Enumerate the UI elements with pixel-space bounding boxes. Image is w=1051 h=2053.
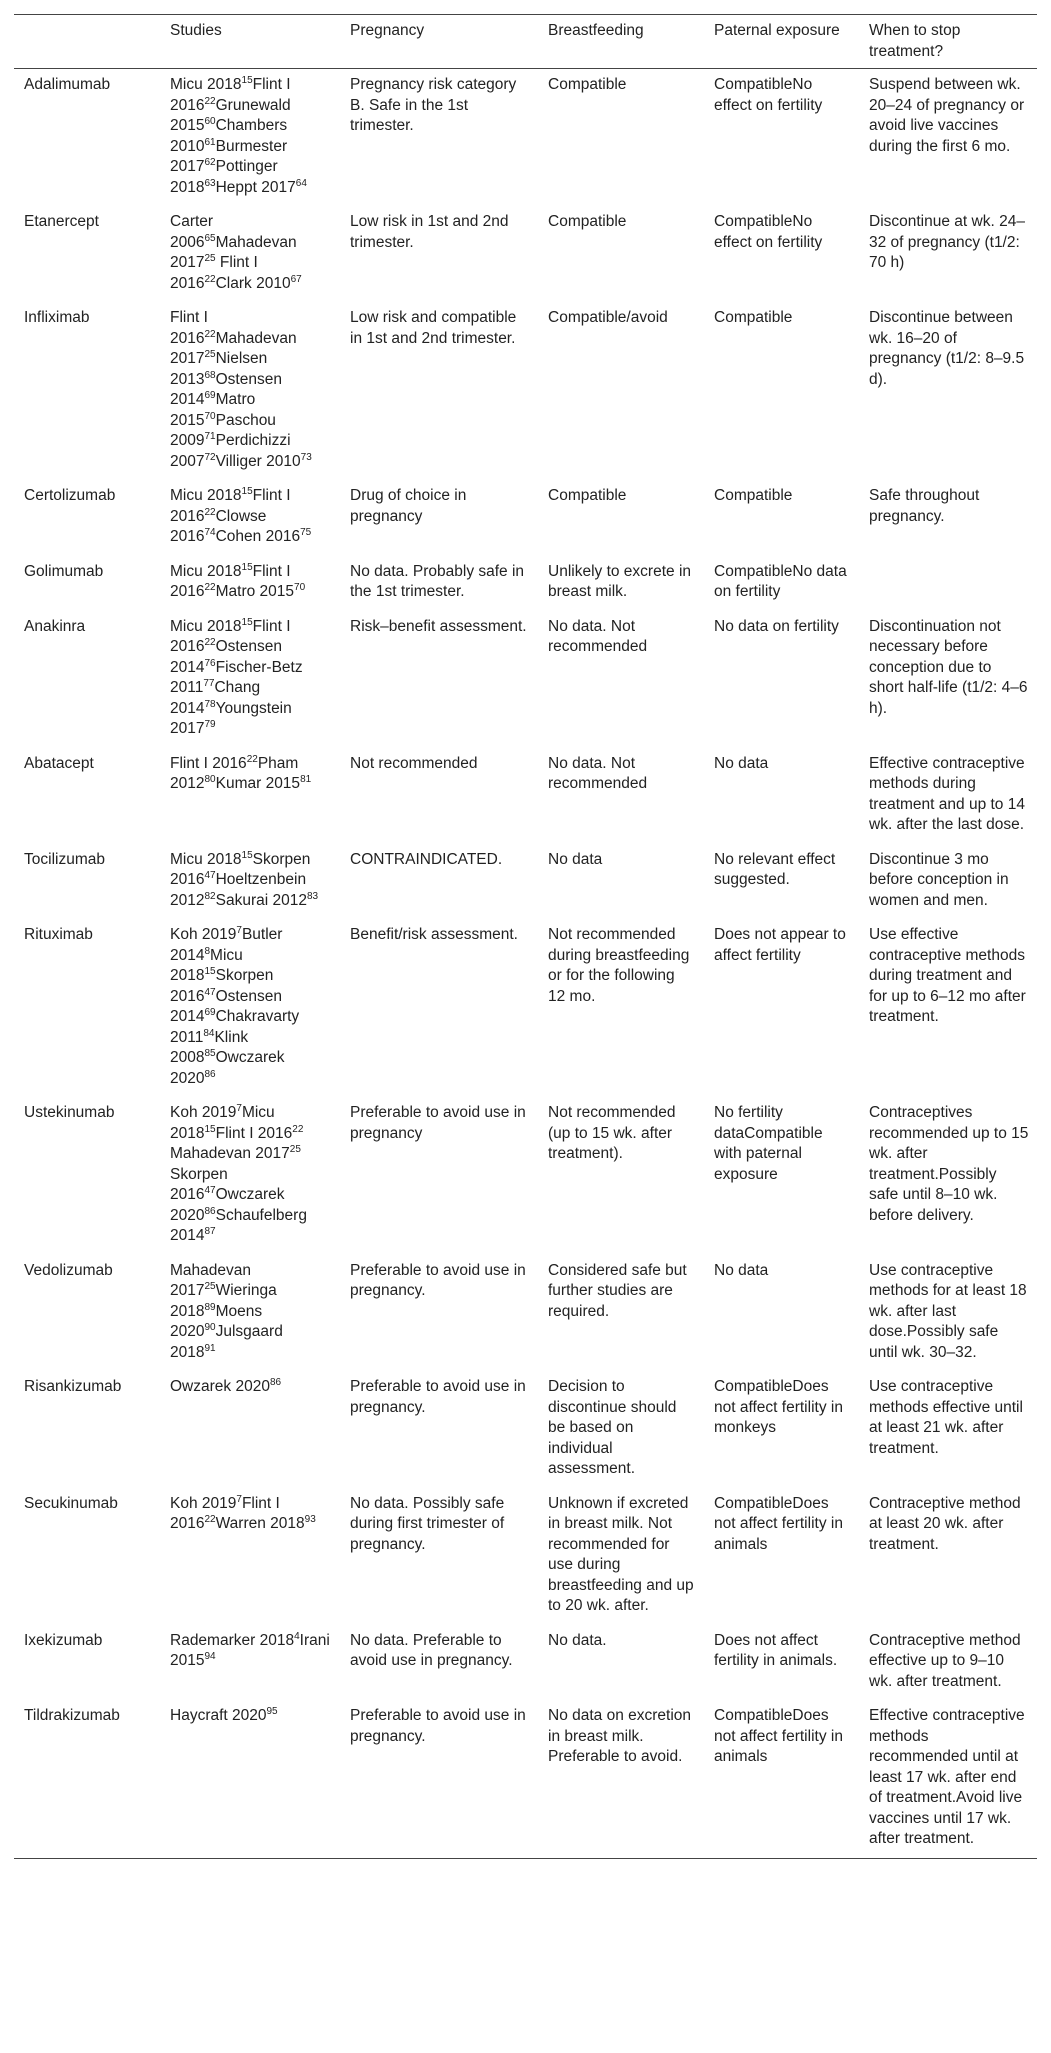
when-to-stop-cell: Contraceptive method effective up to 9–10 wk. after treatment. [869,1631,1021,1690]
breastfeeding-cell: No data. [548,1631,607,1649]
reference-number: 15 [204,965,216,977]
reference-number: 83 [306,890,319,902]
table-row [14,1700,1037,1858]
paternal-exposure-cell: Does not affect fertility in animals. [714,1631,838,1669]
table-row [14,69,1037,207]
reference-number: 72 [204,451,216,463]
drug-name-cell: Risankizumab [24,1378,122,1395]
paternal-exposure-cell: CompatibleNo data on fertility [714,562,847,600]
reference-number: 65 [204,232,216,244]
reference-number: 47 [204,1184,216,1196]
breastfeeding-cell: Considered safe but further studies are required. [548,1261,687,1320]
studies-cell: Rademarker 2018$^4$Irani 2015$^{94}$ [170,1630,330,1669]
paternal-exposure-cell: Compatible [714,487,793,504]
reference-number: 22 [204,328,216,340]
reference-number: 25 [289,1143,301,1155]
reference-number: 22 [204,581,216,593]
breastfeeding-cell: Compatible [548,213,627,230]
reference-number: 15 [241,616,253,628]
reference-number: 62 [204,156,216,168]
paternal-exposure-cell: CompatibleNo effect on fertility [714,213,823,251]
reference-number: 94 [204,1650,216,1662]
table-row [14,556,1037,611]
when-to-stop-cell: Use effective contraceptive methods during treatment and for up to 6–12 mo after treatment. [869,926,1026,1025]
pregnancy-cell: Preferable to avoid use in pregnancy [350,1104,526,1142]
reference-number: 90 [204,1321,216,1333]
when-to-stop-cell: Use contraceptive methods for at least 18 wk. after last dose.Possibly safe until wk. 30–32. [869,1261,1027,1361]
reference-number: 69 [204,1006,216,1018]
pregnancy-cell: Preferable to avoid use in pregnancy. [350,1261,526,1299]
drug-name-cell: Ustekinumab [24,1104,115,1121]
pregnancy-cell: Low risk in 1st and 2nd trimester. [350,213,509,251]
pregnancy-cell: Not recommended [350,754,478,772]
reference-number: 22 [204,506,216,518]
paternal-exposure-cell: No data [714,754,769,772]
table-row [14,748,1037,844]
table-row [14,302,1037,480]
pregnancy-cell: Preferable to avoid use in pregnancy. [350,1378,526,1416]
reference-number: 76 [204,657,216,669]
header-breastfeeding: Breastfeeding [538,15,704,69]
reference-number: 7 [236,1102,242,1114]
reference-number: 61 [204,136,216,148]
paternal-exposure-cell: CompatibleDoes not affect fertility in animals [714,1494,843,1553]
paternal-exposure-cell: CompatibleNo effect on fertility [714,76,823,114]
reference-number: 47 [204,869,216,881]
reference-number: 74 [204,526,216,538]
when-to-stop-cell: Suspend between wk. 20–24 of pregnancy or avoid live vaccines during the first 6 mo. [869,76,1025,155]
breastfeeding-cell: Compatible [548,487,627,504]
breastfeeding-cell: Decision to discontinue should be based on individual assessment. [548,1378,677,1477]
reference-number: 86 [269,1376,282,1388]
paternal-exposure-cell: Does not appear to affect fertility [714,926,846,964]
drug-name-cell: Certolizumab [24,487,116,504]
when-to-stop-cell: Discontinue 3 mo before conception in women and men. [869,850,1009,909]
studies-cell: Micu 2018$^{15}$Flint I 2016$^{22}$Ostensen 2014$^{76}$Fischer-Betz 2011$^{77}$Chang 2014$^{78}$Youngstein 2017$^{79}$ [170,616,303,737]
header-row [14,15,1037,69]
table-row [14,480,1037,556]
when-to-stop-cell: Use contraceptive methods effective until at least 21 wk. after treatment. [869,1378,1023,1457]
drug-name-cell: Etanercept [24,213,99,230]
reference-number: 64 [295,177,307,189]
table-row [14,206,1037,302]
reference-number: 15 [241,74,253,86]
reference-number: 87 [204,1225,216,1237]
drug-name-cell: Rituximab [24,926,93,943]
reference-number: 15 [241,849,253,861]
reference-number: 63 [204,177,216,189]
reference-number: 7 [236,1493,242,1505]
breastfeeding-cell: No data. Not recommended [548,617,648,655]
reference-number: 15 [241,561,253,573]
drug-name-cell: Golimumab [24,562,104,580]
studies-cell: Micu 2018$^{15}$Flint I 2016$^{22}$Matro 2015$^{70}$ [170,561,306,600]
reference-number: 82 [204,890,216,902]
studies-cell: Flint I 2016$^{22}$Pham 2012$^{80}$Kumar 2015$^{81}$ [170,753,312,792]
reference-number: 86 [204,1068,216,1080]
studies-cell: Koh 2019$^7$Flint I 2016$^{22}$Warren 2018$^{93}$ [170,1493,316,1532]
studies-cell: Flint I 2016$^{22}$Mahadevan 2017$^{25}$Nielsen 2013$^{68}$Ostensen 2014$^{69}$Matro 2015$^{70}$Paschou 2009$^{71}$Perdichizzi 2007$^{72}$Villiger 2010$^{73}$ [170,309,312,470]
studies-cell: Owzarek 2020$^{86}$ [170,1376,282,1395]
reference-number: 22 [292,1123,304,1135]
reference-number: 79 [204,718,216,730]
table-row [14,1625,1037,1701]
breastfeeding-cell: No data [548,850,603,868]
header-pregnancy: Pregnancy [340,15,538,69]
when-to-stop-cell: Contraceptive method at least 20 wk. after treatment. [869,1494,1021,1553]
reference-number: 22 [204,636,216,648]
reference-number: 95 [266,1705,278,1717]
table-row [14,919,1037,1097]
reference-number: 81 [300,773,312,785]
drug-name-cell: Abatacept [24,754,94,772]
reference-number: 22 [246,753,258,765]
paternal-exposure-cell: No relevant effect suggested. [714,850,836,888]
reference-number: 67 [290,273,302,285]
pregnancy-cell: CONTRAINDICATED. [350,850,503,868]
reference-number: 77 [203,677,215,689]
pregnancy-cell: Benefit/risk assessment. [350,926,518,943]
reference-number: 91 [204,1342,216,1354]
reference-number: 4 [294,1630,300,1642]
reference-number: 15 [204,1123,216,1135]
table-row [14,1255,1037,1372]
drug-name-cell: Adalimumab [24,76,111,93]
breastfeeding-cell: Compatible [548,76,627,93]
when-to-stop-cell: Effective contraceptive methods recommended until at least 17 wk. after end of treatment.Avoid live vaccines until 17 wk. after treatment. [859,1700,1037,1858]
reference-number: 71 [204,430,216,442]
reference-number: 84 [203,1027,215,1039]
reference-number: 70 [294,581,306,593]
reference-number: 75 [300,526,312,538]
paternal-exposure-cell: No data on fertility [714,617,839,635]
drug-name-cell: Tildrakizumab [14,1700,160,1858]
when-to-stop-cell: Discontinue at wk. 24–32 of pregnancy (t1/2: 70 h) [869,213,1025,271]
reference-number: 73 [300,451,312,463]
pregnancy-cell: No data. Possibly safe during first trimester of pregnancy. [350,1494,505,1553]
when-to-stop-cell: Contraceptives recommended up to 15 wk. after treatment.Possibly safe until 8–10 wk. before delivery. [869,1104,1029,1224]
drug-name-cell: Anakinra [24,617,86,635]
studies-cell: Carter 2006$^{65}$Mahadevan 2017$^{25}$ Flint I 2016$^{22}$Clark 2010$^{67}$ [170,213,302,292]
pregnancy-cell: Risk–benefit assessment. [350,617,527,635]
studies-cell: Koh 2019$^7$Micu 2018$^{15}$Flint I 2016$^{22}$ Mahadevan 2017$^{25}$ Skorpen 2016$^{47}$Owczarek 2020$^{86}$Schaufelberg 2014$^{87}$ [170,1102,307,1244]
reference-number: 25 [204,1280,216,1292]
paternal-exposure-cell: No data [714,1261,769,1279]
reference-number: 47 [204,986,216,998]
reference-number: 70 [204,410,216,422]
when-to-stop-cell: Discontinue between wk. 16–20 of pregnancy (t1/2: 8–9.5 d). [869,309,1025,388]
table-row [14,844,1037,920]
header-studies: Studies [160,15,340,69]
drug-name-cell: Infliximab [24,309,90,326]
reference-number: 68 [204,369,216,381]
table-body [14,69,1037,1859]
drug-safety-table [14,14,1037,1859]
pregnancy-cell: Preferable to avoid use in pregnancy. [340,1700,538,1858]
studies-cell: Koh 2019$^7$Butler 2014$^8$Micu 2018$^{15}$Skorpen 2016$^{47}$Ostensen 2014$^{69}$Chakravarty 2011$^{84}$Klink 2008$^{85}$Owczarek 2020$^{86}$ [170,924,300,1087]
breastfeeding-cell: No data. Not recommended [548,754,648,792]
pregnancy-cell: Drug of choice in pregnancy [350,487,467,525]
reference-number: 60 [204,115,216,127]
pregnancy-cell: No data. Probably safe in the 1st trimester. [350,562,525,600]
when-to-stop-cell: Effective contraceptive methods during treatment and up to 14 wk. after the last dose. [869,754,1025,833]
pregnancy-cell: Low risk and compatible in 1st and 2nd trimester. [350,309,517,347]
header-when-to-stop: When to stop treatment? [859,15,1037,69]
breastfeeding-cell: Not recommended during breastfeeding or for the following 12 mo. [548,926,690,1005]
when-to-stop-cell: Discontinuation not necessary before conception due to short half-life (t1/2: 4–6 h). [869,617,1028,717]
drug-name-cell: Tocilizumab [24,850,105,868]
studies-cell: Haycraft 2020$^{95}$ [160,1700,340,1858]
header-paternal-exposure: Paternal exposure [704,15,859,69]
table-row [14,1097,1037,1255]
drug-name-cell: Vedolizumab [24,1261,113,1279]
studies-cell: Micu 2018$^{15}$Flint I 2016$^{22}$Clowse 2016$^{74}$Cohen 2016$^{75}$ [170,485,312,545]
reference-number: 25 [204,252,216,264]
when-to-stop-cell [859,556,1037,611]
breastfeeding-cell: Unknown if excreted in breast milk. Not recommended for use during breastfeeding and up to 20 wk. after. [548,1494,694,1614]
drug-name-cell: Ixekizumab [24,1631,103,1649]
studies-cell: Micu 2018$^{15}$Skorpen 2016$^{47}$Hoeltzenbein 2012$^{82}$Sakurai 2012$^{83}$ [170,849,319,909]
reference-number: 15 [241,485,253,497]
reference-number: 22 [204,95,216,107]
when-to-stop-cell: Safe throughout pregnancy. [869,487,980,525]
paternal-exposure-cell: CompatibleDoes not affect fertility in animals [704,1700,859,1858]
breastfeeding-cell: Compatible/avoid [548,309,668,326]
studies-cell: Mahadevan 2017$^{25}$Wieringa 2018$^{89}$Moens 2020$^{90}$Julsgaard 2018$^{91}$ [170,1261,283,1361]
reference-number: 86 [204,1205,216,1217]
breastfeeding-cell: Unlikely to excrete in breast milk. [548,562,692,600]
reference-number: 93 [304,1513,316,1525]
breastfeeding-cell: No data on excretion in breast milk. Preferable to avoid. [538,1700,704,1858]
table-row [14,1371,1037,1488]
reference-number: 22 [204,1513,216,1525]
reference-number: 25 [204,348,216,360]
header-drug [14,15,160,69]
reference-number: 89 [204,1301,216,1313]
pregnancy-cell: Pregnancy risk category B. Safe in the 1st trimester. [350,76,517,134]
breastfeeding-cell: Not recommended (up to 15 wk. after treatment). [548,1104,676,1162]
studies-cell: Micu 2018$^{15}$Flint I 2016$^{22}$Grunewald 2015$^{60}$Chambers 2010$^{61}$Burmester 2017$^{62}$Pottinger 2018$^{63}$Heppt 2017$^{64}$ [170,74,307,196]
table-row [14,611,1037,748]
paternal-exposure-cell: Compatible [714,309,793,326]
drug-name-cell: Secukinumab [24,1494,118,1512]
reference-number: 85 [204,1047,216,1059]
paternal-exposure-cell: CompatibleDoes not affect fertility in monkeys [714,1378,843,1436]
table-row [14,1488,1037,1625]
paternal-exposure-cell: No fertility dataCompatible with paternal exposure [714,1104,823,1183]
reference-number: 78 [204,698,216,710]
reference-number: 8 [204,945,211,957]
reference-number: 22 [204,273,216,285]
reference-number: 80 [204,773,216,785]
reference-number: 7 [236,924,242,936]
reference-number: 69 [204,389,216,401]
pregnancy-cell: No data. Preferable to avoid use in pregnancy. [350,1631,513,1669]
